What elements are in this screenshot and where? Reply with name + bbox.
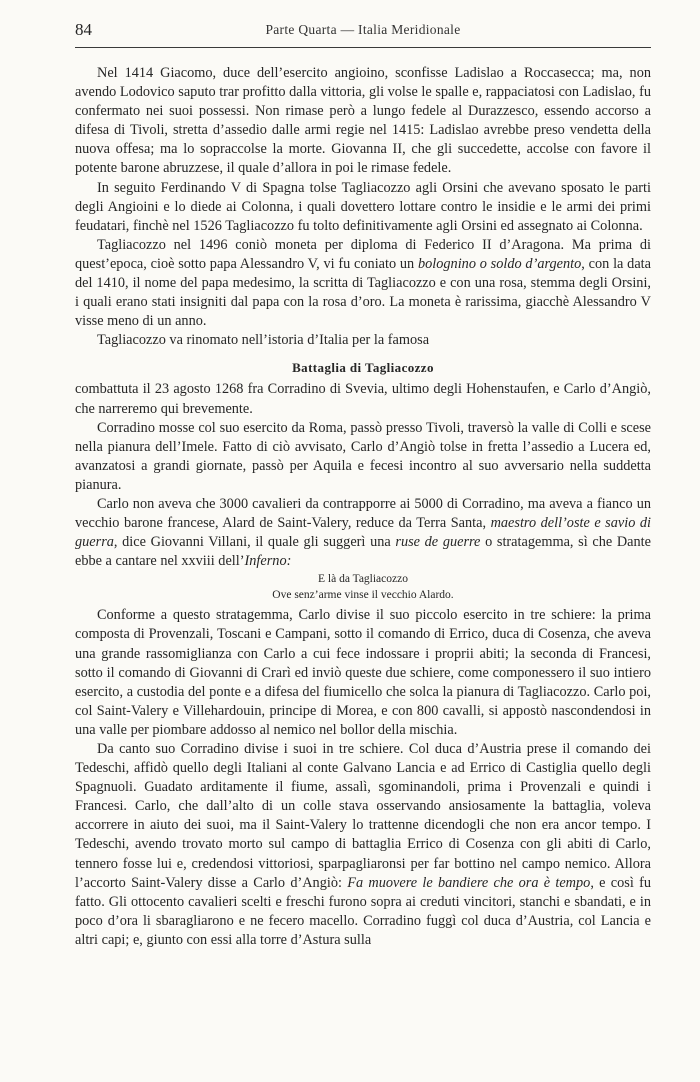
paragraph-3 <box>75 236 651 331</box>
paragraph-9-text-b: , e così fu fatto. Gli ottocento cavalieri scelti e freschi furono sopra ai creduti vincitori, stanchi e sbandati, e in poco d’ora li sbaragliarono e ne fecero macello. Corradino fuggì col duca d’Austria, col Lancia e altri capi; e, giunto con essi alla torre d’Astura sulla <box>75 874 651 948</box>
header-rule <box>75 47 651 48</box>
paragraph-7-italic-3: Inferno: <box>244 553 292 570</box>
paragraph-2: In seguito Ferdinando V di Spagna tolse Tagliacozzo agli Orsini che avevano sposato le parti degli Angioini e lo diede ai Colonna, i quali dovettero lottare contro le insidie e le armi dei primi feudatari, finchè nel 1526 Tagliacozzo fu tolto definitivamente agli Orsini ed assegnato ai Colonna. <box>75 179 651 234</box>
section-heading: Battaglia di Tagliacozzo <box>292 360 434 376</box>
paragraph-9-italic: Fa muovere le bandiere che ora è tempo <box>347 874 591 891</box>
body-text <box>75 64 651 950</box>
paragraph-1: Nel 1414 Giacomo, duce dell’esercito angioino, sconfisse Ladislao a Roccasecca; ma, non avendo Lodovico saputo trar profitto dalla vittoria, gli volse le spalle e, rappaciatosi con Ladislao, fu confermato nei suoi possessi. Non rimase però a lungo fedele al Durazzesco, essendo accorso a difesa di Tivoli, stretta d’assedio dalle armi regie nel 1415: Ladislao avrebbe preso vendetta della nuova offesa; ma lo sopraccolse la morte. Giovanna II, che gli succedette, accolse con favore il potente barone abruzzese, il quale d’allora in poi le rimase fedele. <box>75 65 651 177</box>
paragraph-7 <box>75 495 651 571</box>
paragraph-9 <box>75 740 651 950</box>
paragraph-8: Conforme a questo stratagemma, Carlo divise il suo piccolo esercito in tre schiere: la prima composta di Provenzali, Toscani e Campani, sotto il comando di Errico, duca di Cosenza, che aveva una grande rassomiglianza con Carlo a cui fece indossare i proprii abiti; la seconda di Francesi, sotto il comando di Giovanni di Crarì ed inviò queste due schiere, come componessero il suo intiero esercito, a custodia del ponte e a difesa del fiumicello che solca la pianura di Tagliacozzo. Carlo poi, col Saint-Valery e Villehardouin, principe di Morea, e con 800 cavalli, si appostò nascondendosi in una valle per piombare addosso al nemico nel bollor della mischia. <box>75 607 651 738</box>
page-number: 84 <box>75 20 92 39</box>
paragraph-5: combattuta il 23 agosto 1268 fra Corradino di Svevia, ultimo degli Hohenstaufen, e Carlo d’Angiò, che narreremo qui brevemente. <box>75 381 651 417</box>
paragraph-6: Corradino mosse col suo esercito da Roma, passò presso Tivoli, traversò la valle di Colli e scese nella pianura dell’Imele. Fatto di ciò avvisato, Carlo d’Angiò tolse in fretta l’assedio a Lucera ed, avanzatosi a grandi giornate, passò per Aquila e fecesi incontro al suo avversario nella suddetta pianura. <box>75 419 651 493</box>
paragraph-3-italic: bolognino o soldo d’argento <box>417 255 582 272</box>
paragraph-7-italic-1: maestro dell’oste e savio di guerra <box>75 515 651 551</box>
running-head: Parte Quarta — Italia Meridionale <box>265 22 461 37</box>
paragraph-7-text-a: Carlo non aveva che 3000 cavalieri da contrapporre ai 5000 di Corradino, ma aveva a fianco un vecchio barone francese, Alard de Saint-Valery, reduce da Terra Santa, <box>75 495 651 532</box>
verse-line-1: E là da Tagliacozzo <box>318 573 408 586</box>
page-header <box>75 18 651 44</box>
paragraph-3-text-b: , con la data del 1410, il nome del papa medesimo, la scritta di Tagliacozzo e con una rosa, stemma degli Orsini, i quali erano stati insigniti dal papa con la rosa d’oro. La moneta è rarissima, giacchè Alessandro V visse meno di un anno. <box>75 255 651 330</box>
paragraph-9-text-a: Da canto suo Corradino divise i suoi in tre schiere. Col duca d’Austria prese il comando dei Tedeschi, affidò quello degli Italiani al conte Galvano Lancia e ad Errico di Castiglia quello degli Spagnuoli. Guadato arditamente il fiume, assalì, sgominandoli, prima i Provenzali e quindi i Francesi. Carlo, che dall’alto di un colle stava osservando ansiosamente la battaglia, voleva accorrere in aiuto dei suoi, ma il Saint-Valery lo trattenne dicendogli che non era ancor tempo. I Tedeschi, avendo trovato morto sul campo di battaglia Errico di Cosenza con gli abiti di Carlo, tennero fosse lui e, credendosi vittoriosi, sparpagliaronsi per far bottino nel campo nemico. Allora l’accorto Saint-Valery disse a Carlo d’Angiò: <box>75 741 651 891</box>
paragraph-3-text-a: Tagliacozzo nel 1496 coniò moneta per diploma di Federico II d’Aragona. Ma prima di quest’epoca, cioè sotto papa Alessandro V, vi fu coniato un <box>75 236 651 272</box>
paragraph-7-italic-2: ruse de guerre <box>395 534 481 551</box>
paragraph-4: Tagliacozzo va rinomato nell’istoria d’Italia per la famosa <box>97 332 430 349</box>
paragraph-7-text-b: , dice Giovanni Villani, il quale gli suggerì una <box>113 534 396 551</box>
paragraph-7-text-c: o stratagemma, sì che Dante ebbe a cantare nel xxviii dell’ <box>75 534 651 570</box>
verse-line-2: Ove senz’arme vinse il vecchio Alardo. <box>272 589 454 602</box>
